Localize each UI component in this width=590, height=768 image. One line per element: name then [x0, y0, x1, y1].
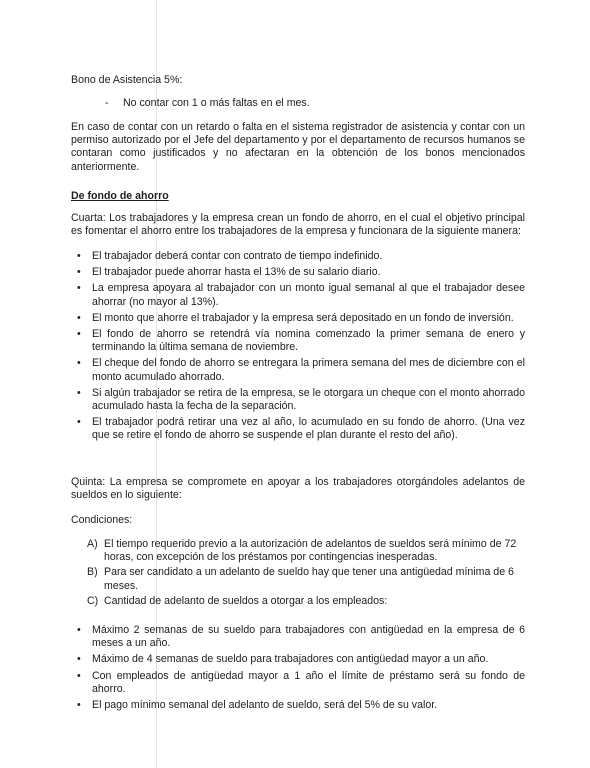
condicion-item — [71, 595, 525, 608]
list-item: • Máximo 2 semanas de su sueldo para trabajadores con antigüedad en la empresa de 6 meses a un año. — [71, 624, 525, 650]
list-item: • La empresa apoyara al trabajador con un monto igual semanal al que el trabajador desee ahorrar (no mayor al 13%). — [71, 282, 525, 308]
list-item: • El trabajador podrá retirar una vez al año, lo acumulado en su fondo de ahorro. (Una vez que se retire el fondo de ahorro se suspende el plan durante el resto del año). — [71, 416, 525, 442]
condicion-marker: C) — [87, 594, 99, 607]
fondo-ahorro-list-wrapper — [71, 250, 525, 446]
condicion-text: Para ser candidato a un adelanto de sueldo hay que tener una antigüedad mínima de 6 meses. — [104, 566, 514, 592]
list-item: • Si algún trabajador se retira de la empresa, se le otorgara un cheque con el monto ahorrado acumulado hasta la fecha de la separación. — [71, 387, 525, 413]
adelantos-list-wrapper — [71, 624, 525, 715]
condicion-marker: A) — [87, 538, 98, 550]
bono-asistencia-title: Bono de Asistencia 5%: — [71, 74, 183, 86]
list-item: • El fondo de ahorro se retendrá vía nomina comenzado la primer semana de enero y terminando la última semana de noviembre. — [71, 328, 525, 354]
adelantos-list — [71, 624, 525, 712]
list-item: • El cheque del fondo de ahorro se entregara la primera semana del mes de diciembre con el monto acumulado ahorrado. — [71, 357, 525, 383]
condicion-text: El tiempo requerido previo a la autorización de adelantos de sueldos será mínimo de 72 horas, con excepción de los préstamos por contingencias inesperadas. — [104, 538, 517, 564]
condicion-item — [71, 538, 525, 564]
fondo-ahorro-list — [71, 250, 525, 443]
cuarta-intro-paragraph: Cuarta: Los trabajadores y la empresa crean un fondo de ahorro, en el cual el objetivo principal es fomentar el ahorro entre los trabajadores de la empresa y funcionara de la siguiente manera: — [71, 212, 525, 238]
condicion-item — [71, 566, 525, 592]
condicion-text: Cantidad de adelanto de sueldos a otorgar a los empleados: — [104, 594, 388, 607]
bono-asistencia-section — [71, 74, 525, 110]
condiciones-list — [71, 538, 525, 608]
list-item: • El pago mínimo semanal del adelanto de sueldo, será del 5% de su valor. — [71, 699, 525, 712]
bono-asistencia-item: - No contar con 1 o más faltas en el mes. — [71, 97, 525, 110]
condicion-marker: B) — [87, 566, 98, 579]
list-item: • El monto que ahorre el trabajador y la empresa será depositado en un fondo de inversión. — [71, 312, 525, 325]
list-item: • El trabajador deberá contar con contrato de tiempo indefinido. — [71, 250, 525, 263]
list-item: • Con empleados de antigüedad mayor a 1 año el límite de préstamo será su fondo de ahorro. — [71, 670, 525, 696]
condiciones-list-wrapper — [71, 538, 525, 610]
quinta-intro-paragraph: Quinta: La empresa se compromete en apoyar a los trabajadores otorgándoles adelantos de sueldos en lo siguiente: — [71, 476, 525, 502]
retardo-paragraph: En caso de contar con un retardo o falta en el sistema registrador de asistencia y contar con un permiso autorizado por el Jefe del departamento y por el departamento de recursos humanos se contaran como justificados y no afectaran en la obtención de los bonos mencionados anteriormente. — [71, 121, 525, 173]
list-item: • El trabajador puede ahorrar hasta el 13% de su salario diario. — [71, 266, 525, 279]
list-item: • Máximo de 4 semanas de sueldo para trabajadores con antigüedad mayor a un año. — [71, 653, 525, 666]
condiciones-label: Condiciones: — [71, 514, 133, 526]
fondo-ahorro-heading: De fondo de ahorro — [71, 190, 169, 202]
